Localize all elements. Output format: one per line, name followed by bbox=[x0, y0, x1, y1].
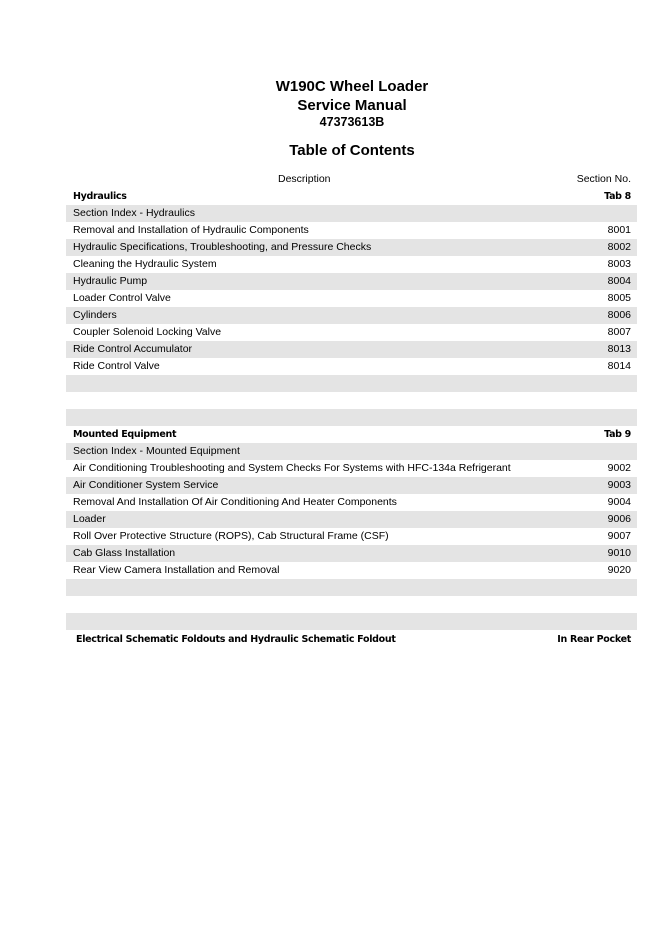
toc-row-description: Hydraulic Pump bbox=[73, 275, 148, 287]
toc-row-section-number: 8005 bbox=[607, 292, 631, 304]
toc-row-description: Hydraulic Specifications, Troubleshooting, and Pressure Checks bbox=[73, 241, 372, 253]
toc-title: Table of Contents bbox=[289, 142, 415, 159]
toc-row-section-number: 8002 bbox=[607, 241, 631, 253]
toc-row-description: Cleaning the Hydraulic System bbox=[73, 258, 217, 270]
toc-row-section-number: 9006 bbox=[607, 513, 631, 525]
toc-row-description: Loader Control Valve bbox=[73, 292, 171, 304]
section-tab-label: Tab 9 bbox=[604, 429, 631, 440]
mounted-equipment-table bbox=[66, 426, 637, 630]
toc-row bbox=[66, 273, 637, 290]
toc-row bbox=[66, 528, 637, 545]
toc-row-description: Ride Control Accumulator bbox=[73, 343, 193, 355]
toc-row bbox=[66, 341, 637, 358]
toc-row bbox=[66, 307, 637, 324]
empty-row bbox=[66, 596, 637, 613]
toc-row bbox=[66, 460, 637, 477]
toc-row-description: Rear View Camera Installation and Removal bbox=[73, 564, 280, 576]
section-heading-hydraulics bbox=[66, 188, 637, 205]
toc-row bbox=[66, 205, 637, 222]
toc-row-description: Air Conditioning Troubleshooting and System Checks For Systems with HFC-134a Refrigerant bbox=[73, 462, 511, 474]
toc-row-description: Air Conditioner System Service bbox=[73, 479, 219, 491]
toc-row-section-number: 8004 bbox=[607, 275, 631, 287]
toc-row-section-number: 8007 bbox=[607, 326, 631, 338]
toc-row bbox=[66, 239, 637, 256]
foldout-description: Electrical Schematic Foldouts and Hydraulic Schematic Foldout bbox=[76, 634, 396, 645]
toc-row bbox=[66, 443, 637, 460]
toc-row-section-number: 9020 bbox=[607, 564, 631, 576]
foldout-location: In Rear Pocket bbox=[557, 634, 631, 645]
toc-row-section-number: 9003 bbox=[607, 479, 631, 491]
toc-row-description: Ride Control Valve bbox=[73, 360, 160, 372]
toc-row-description: Removal And Installation Of Air Conditioning And Heater Components bbox=[73, 496, 397, 508]
part-number: 47373613B bbox=[319, 115, 385, 129]
empty-row bbox=[66, 579, 637, 596]
toc-row bbox=[66, 290, 637, 307]
manual-subtitle: Service Manual bbox=[297, 97, 407, 114]
section-heading-label: Hydraulics bbox=[73, 191, 127, 202]
toc-row-section-number: 8001 bbox=[607, 224, 631, 236]
toc-row-section-number: 8003 bbox=[607, 258, 631, 270]
toc-row-description: Coupler Solenoid Locking Valve bbox=[73, 326, 222, 338]
toc-row bbox=[66, 477, 637, 494]
toc-row bbox=[66, 324, 637, 341]
toc-row bbox=[66, 358, 637, 375]
toc-row bbox=[66, 511, 637, 528]
toc-row-section-number: 8013 bbox=[607, 343, 631, 355]
toc-row bbox=[66, 494, 637, 511]
section-heading-label: Mounted Equipment bbox=[73, 429, 177, 440]
toc-row-section-number: 9002 bbox=[607, 462, 631, 474]
toc-row bbox=[66, 222, 637, 239]
toc-row-description: Loader bbox=[73, 513, 106, 525]
toc-row-description: Section Index - Hydraulics bbox=[73, 207, 195, 219]
hydraulics-table bbox=[66, 188, 637, 426]
toc-row-section-number: 9004 bbox=[607, 496, 631, 508]
toc-row-description: Roll Over Protective Structure (ROPS), Cab Structural Frame (CSF) bbox=[73, 530, 389, 542]
toc-row-section-number: 9010 bbox=[607, 547, 631, 559]
toc-row bbox=[66, 545, 637, 562]
manual-title: W190C Wheel Loader bbox=[275, 78, 429, 95]
empty-row bbox=[66, 375, 637, 392]
empty-row bbox=[66, 409, 637, 426]
toc-row bbox=[66, 256, 637, 273]
column-header-section-no: Section No. bbox=[576, 173, 631, 185]
toc-row-description: Cylinders bbox=[73, 309, 117, 321]
toc-row-description: Section Index - Mounted Equipment bbox=[73, 445, 240, 457]
empty-row bbox=[66, 613, 637, 630]
column-header-description: Description bbox=[278, 173, 331, 185]
toc-row-section-number: 8014 bbox=[607, 360, 631, 372]
toc-row-description: Cab Glass Installation bbox=[73, 547, 176, 559]
empty-row bbox=[66, 392, 637, 409]
section-tab-label: Tab 8 bbox=[604, 191, 631, 202]
toc-row-description: Removal and Installation of Hydraulic Components bbox=[73, 224, 309, 236]
schematic-foldout-row bbox=[66, 631, 637, 648]
toc-row-section-number: 8006 bbox=[607, 309, 631, 321]
section-heading-mounted-equipment bbox=[66, 426, 637, 443]
toc-row bbox=[66, 562, 637, 579]
toc-row-section-number: 9007 bbox=[607, 530, 631, 542]
